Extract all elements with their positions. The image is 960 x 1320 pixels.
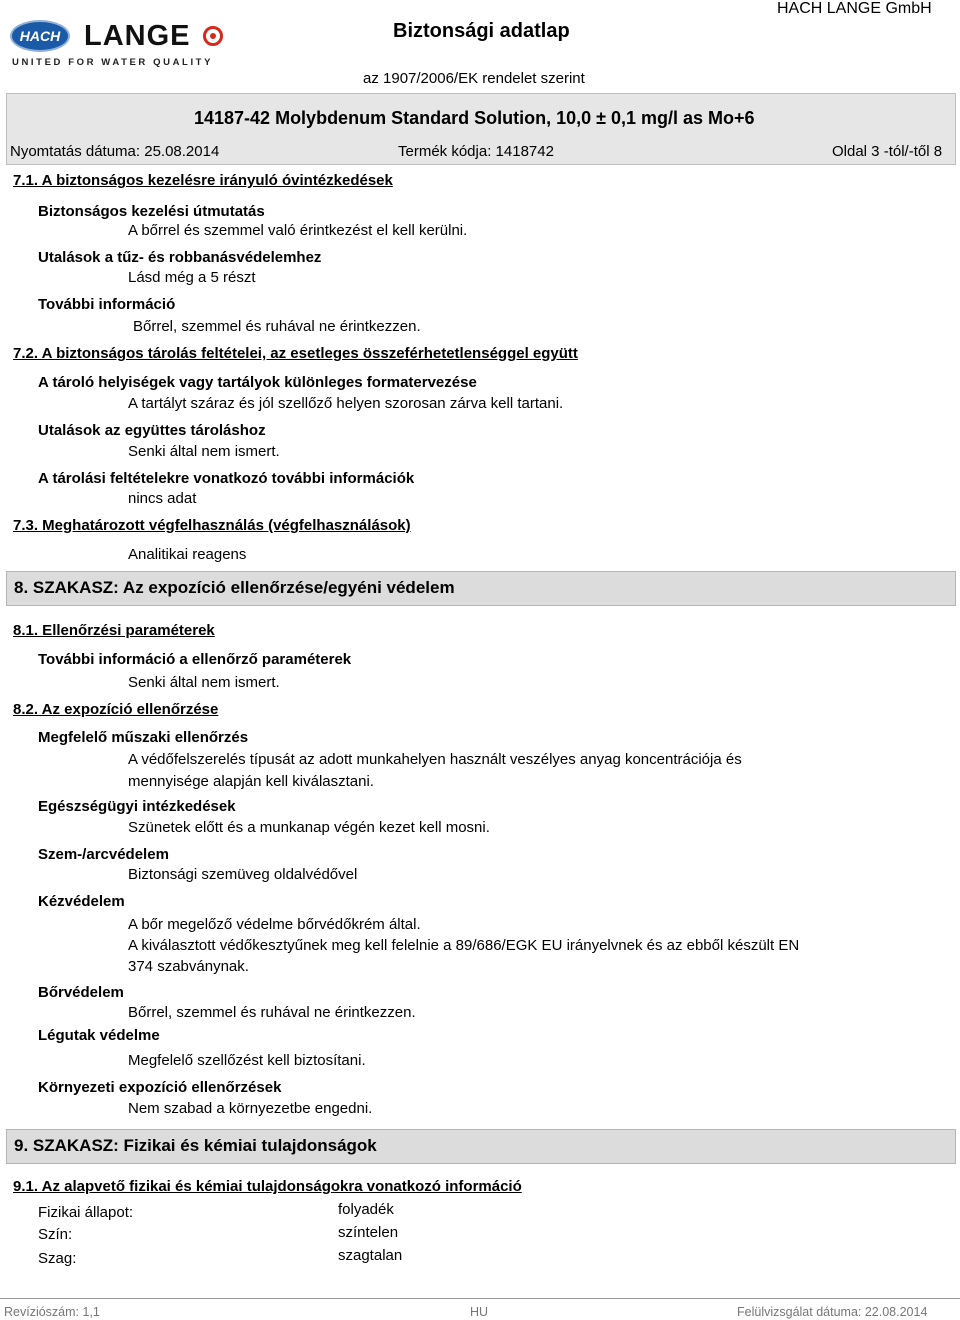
hach-oval-logo: HACH — [10, 20, 70, 52]
field-value: Nem szabad a környezetbe engedni. — [128, 1100, 373, 1117]
field-label: A tároló helyiségek vagy tartályok különleges formatervezése — [38, 374, 477, 391]
field-value: Megfelelő szellőzést kell biztosítani. — [128, 1052, 366, 1069]
review-date: Felülvizsgálat dátuma: 22.08.2014 — [737, 1305, 928, 1319]
target-icon — [203, 26, 223, 46]
section-title-9: 9. SZAKASZ: Fizikai és kémiai tulajdonságok — [14, 1136, 377, 1155]
field-label: Megfelelő műszaki ellenőrzés — [38, 729, 249, 746]
revision-number: Revíziószám: 1,1 — [4, 1305, 100, 1319]
property-value: színtelen — [338, 1224, 399, 1241]
property-value: szagtalan — [338, 1247, 403, 1264]
field-label: Szem-/arcvédelem — [38, 846, 169, 863]
field-value: Analitikai reagens — [128, 546, 247, 563]
field-label: Környezeti expozíció ellenőrzések — [38, 1079, 282, 1096]
regulation-reference: az 1907/2006/EK rendelet szerint — [363, 70, 585, 87]
subsection-heading-7-1: 7.1. A biztonságos kezelésre irányuló óvintézkedések — [13, 172, 393, 189]
product-code: Termék kódja: 1418742 — [398, 143, 554, 160]
field-label: Légutak védelme — [38, 1027, 160, 1044]
subsection-heading-8-1: 8.1. Ellenőrzési paraméterek — [13, 622, 215, 639]
field-label: Kézvédelem — [38, 893, 125, 910]
field-label: Biztonságos kezelési útmutatás — [38, 203, 265, 220]
field-value: Senki által nem ismert. — [128, 443, 280, 460]
field-value: A bőr megelőző védelme bőrvédőkrém által. — [128, 916, 421, 933]
property-label: Fizikai állapot: — [38, 1204, 134, 1221]
field-label: Utalások a tűz- és robbanásvédelemhez — [38, 249, 322, 266]
field-label: A tárolási feltételekre vonatkozó további információk — [38, 470, 415, 487]
document-title: Biztonsági adatlap — [393, 20, 570, 42]
field-label: Egészségügyi intézkedések — [38, 798, 236, 815]
field-label: Bőrvédelem — [38, 984, 124, 1001]
field-value: A tartályt száraz és jól szellőző helyen szorosan zárva kell tartani. — [128, 395, 564, 412]
field-value: mennyisége alapján kell kiválasztani. — [128, 773, 374, 790]
field-value: Bőrrel, szemmel és ruhával ne érintkezzen. — [133, 318, 421, 335]
language-code: HU — [470, 1305, 489, 1319]
print-date: Nyomtatás dátuma: 25.08.2014 — [10, 143, 220, 160]
field-value: A kiválasztott védőkesztyűnek meg kell felelnie a 89/686/EGK EU irányelvnek és az ebből készült EN — [128, 937, 800, 954]
field-value: A bőrrel és szemmel való érintkezést el kell kerülni. — [128, 222, 468, 239]
field-label: További információ a ellenőrző paraméterek — [38, 651, 352, 668]
field-value: Biztonsági szemüveg oldalvédővel — [128, 866, 358, 883]
field-value: Senki által nem ismert. — [128, 674, 280, 691]
subsection-heading-9-1: 9.1. Az alapvető fizikai és kémiai tulajdonságokra vonatkozó információ — [13, 1178, 522, 1195]
field-value: nincs adat — [128, 490, 197, 507]
field-value: Szünetek előtt és a munkanap végén kezet kell mosni. — [128, 819, 490, 836]
company-name: HACH LANGE GmbH — [777, 0, 932, 17]
property-label: Szín: — [38, 1226, 73, 1243]
footer-divider — [0, 1298, 960, 1299]
subsection-heading-7-3: 7.3. Meghatározott végfelhasználás (végfelhasználások) — [13, 517, 411, 534]
lange-wordmark: LANGE — [84, 20, 191, 52]
subsection-heading-7-2: 7.2. A biztonságos tárolás feltételei, az esetleges összeférhetetlenséggel együtt — [13, 345, 578, 362]
field-value: 374 szabványnak. — [128, 958, 249, 975]
property-label: Szag: — [38, 1250, 77, 1267]
field-value: Lásd még a 5 részt — [128, 269, 256, 286]
field-label: Utalások az együttes tároláshoz — [38, 422, 266, 439]
subsection-heading-8-2: 8.2. Az expozíció ellenőrzése — [13, 701, 219, 718]
tagline: UNITED FOR WATER QUALITY — [12, 57, 214, 68]
field-label: További információ — [38, 296, 176, 313]
product-name: 14187-42 Molybdenum Standard Solution, 10,0 ± 0,1 mg/l as Mo+6 — [194, 108, 755, 128]
page-number: Oldal 3 -tól/-től 8 — [832, 143, 943, 160]
field-value: Bőrrel, szemmel és ruhával ne érintkezzen. — [128, 1004, 416, 1021]
hach-lange-logo — [10, 14, 230, 54]
field-value: A védőfelszerelés típusát az adott munkahelyen használt veszélyes anyag koncentrációja és — [128, 751, 742, 768]
section-title-8: 8. SZAKASZ: Az expozíció ellenőrzése/egyéni védelem — [14, 578, 455, 597]
property-value: folyadék — [338, 1201, 394, 1218]
